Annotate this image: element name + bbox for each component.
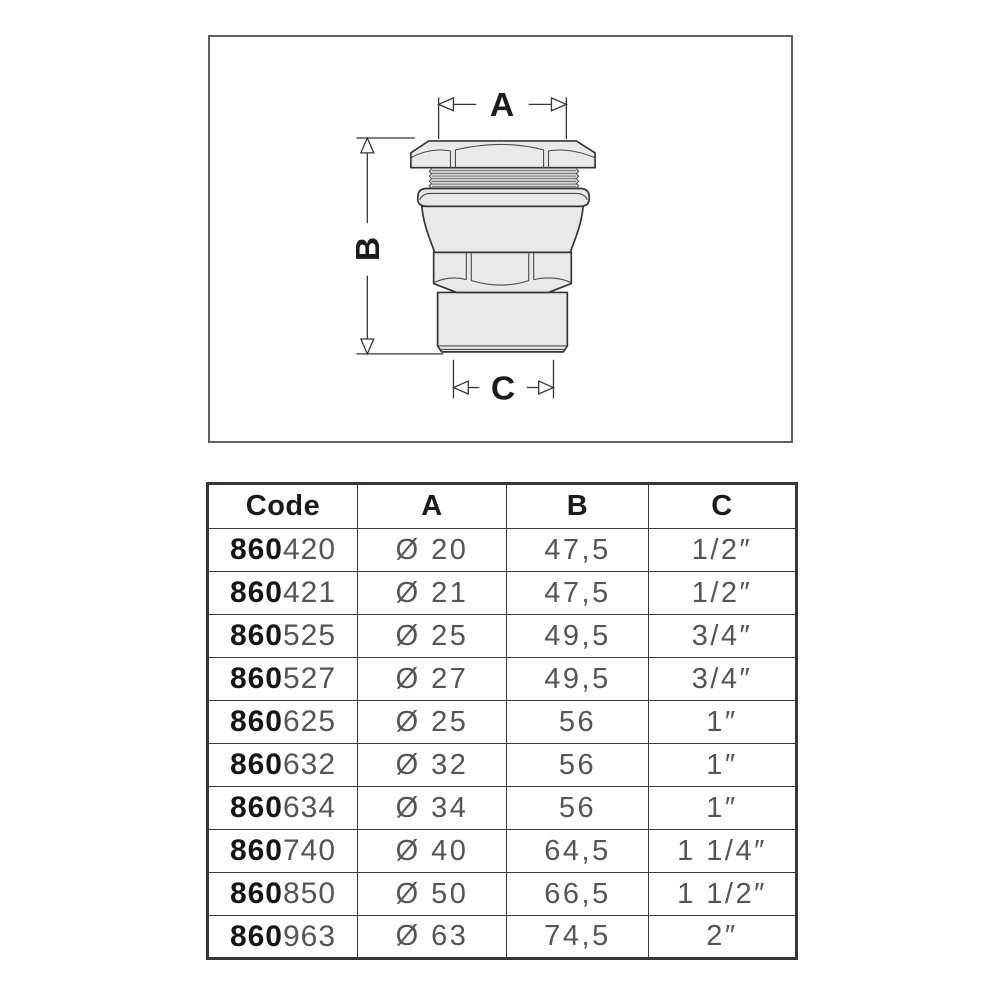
dim-b-cell: 56: [507, 787, 649, 830]
fitting-bell-body: [418, 189, 589, 253]
dim-a-cell: Ø 21: [358, 572, 507, 615]
fitting-lower-hex: [434, 252, 572, 292]
table-row: [208, 787, 797, 830]
dim-a-cell: Ø 34: [358, 787, 507, 830]
code-prefix: 860: [229, 533, 283, 566]
dim-c-cell: 3/4″: [649, 658, 797, 701]
code-suffix: 634: [283, 791, 337, 824]
arrow-right-icon: [539, 381, 554, 394]
dimension-c: [453, 360, 553, 408]
code-cell: [208, 529, 358, 572]
dim-c-cell: 1/2″: [649, 572, 797, 615]
table-row: [208, 744, 797, 787]
fitting-threads: [429, 168, 578, 189]
dim-a-cell: Ø 40: [358, 830, 507, 873]
fitting-diagram: [210, 37, 791, 441]
dim-a-cell: Ø 50: [358, 873, 507, 916]
dim-b-cell: 74,5: [507, 916, 649, 959]
code-cell: [208, 744, 358, 787]
code-suffix: 850: [283, 877, 337, 910]
code-cell: [208, 787, 358, 830]
code-suffix: 625: [283, 705, 337, 738]
spec-table: [206, 482, 798, 960]
code-suffix: 525: [283, 619, 337, 652]
code-suffix: 632: [283, 748, 337, 781]
code-cell: [208, 615, 358, 658]
diagram-frame: [208, 35, 793, 443]
code-cell: [208, 701, 358, 744]
code-suffix: 527: [283, 662, 337, 695]
code-prefix: 860: [229, 662, 283, 695]
fitting-tail-cylinder: [438, 292, 568, 351]
table-row: [208, 572, 797, 615]
dim-a-cell: Ø 20: [358, 529, 507, 572]
code-prefix: 860: [229, 877, 283, 910]
dim-b-cell: 47,5: [507, 529, 649, 572]
code-cell: [208, 873, 358, 916]
dim-c-cell: 1″: [649, 787, 797, 830]
code-cell: [208, 830, 358, 873]
dim-b-cell: 49,5: [507, 658, 649, 701]
code-cell: [208, 658, 358, 701]
code-prefix: 860: [229, 619, 283, 652]
table-header-row: [208, 484, 797, 529]
dim-b-cell: 56: [507, 701, 649, 744]
dim-b-cell: 47,5: [507, 572, 649, 615]
header-a: A: [358, 484, 507, 529]
arrow-down-icon: [361, 339, 374, 354]
dim-a-cell: Ø 25: [358, 615, 507, 658]
dim-b-cell: 56: [507, 744, 649, 787]
dim-b-cell: 66,5: [507, 873, 649, 916]
dim-c-cell: 1/2″: [649, 529, 797, 572]
arrow-left-icon: [439, 98, 454, 111]
dim-c-cell: 1″: [649, 744, 797, 787]
dim-b-cell: 49,5: [507, 615, 649, 658]
fitting-top-nut: [411, 141, 595, 168]
dim-c-cell: 2″: [649, 916, 797, 959]
dim-a-cell: Ø 25: [358, 701, 507, 744]
code-suffix: 740: [283, 834, 337, 867]
code-prefix: 860: [229, 919, 283, 953]
dim-c-cell: 1″: [649, 701, 797, 744]
code-prefix: 860: [229, 791, 283, 824]
table-row: [208, 701, 797, 744]
code-cell: [208, 572, 358, 615]
table-row: [208, 615, 797, 658]
dimension-a: [439, 87, 567, 139]
header-b: B: [507, 484, 649, 529]
dim-label-c: C: [490, 370, 516, 408]
arrow-right-icon: [551, 98, 566, 111]
code-suffix: 420: [283, 533, 337, 566]
code-suffix: 963: [283, 919, 337, 953]
dim-label-b: B: [350, 236, 388, 262]
dim-c-cell: 1 1/4″: [649, 830, 797, 873]
arrow-up-icon: [361, 138, 374, 153]
dim-a-cell: Ø 63: [358, 916, 507, 959]
code-prefix: 860: [229, 576, 283, 609]
dim-b-cell: 64,5: [507, 830, 649, 873]
table-row: [208, 873, 797, 916]
table-row: [208, 916, 797, 959]
dim-c-cell: 3/4″: [649, 615, 797, 658]
code-prefix: 860: [229, 748, 283, 781]
dim-a-cell: Ø 27: [358, 658, 507, 701]
dim-label-a: A: [489, 87, 515, 125]
table-row: [208, 529, 797, 572]
header-c: C: [649, 484, 797, 529]
code-cell: [208, 916, 358, 959]
table-row: [208, 830, 797, 873]
code-suffix: 421: [283, 576, 337, 609]
code-prefix: 860: [229, 705, 283, 738]
header-code: Code: [208, 484, 358, 529]
arrow-left-icon: [453, 381, 468, 394]
table-row: [208, 658, 797, 701]
dim-c-cell: 1 1/2″: [649, 873, 797, 916]
code-prefix: 860: [229, 834, 283, 867]
dim-a-cell: Ø 32: [358, 744, 507, 787]
